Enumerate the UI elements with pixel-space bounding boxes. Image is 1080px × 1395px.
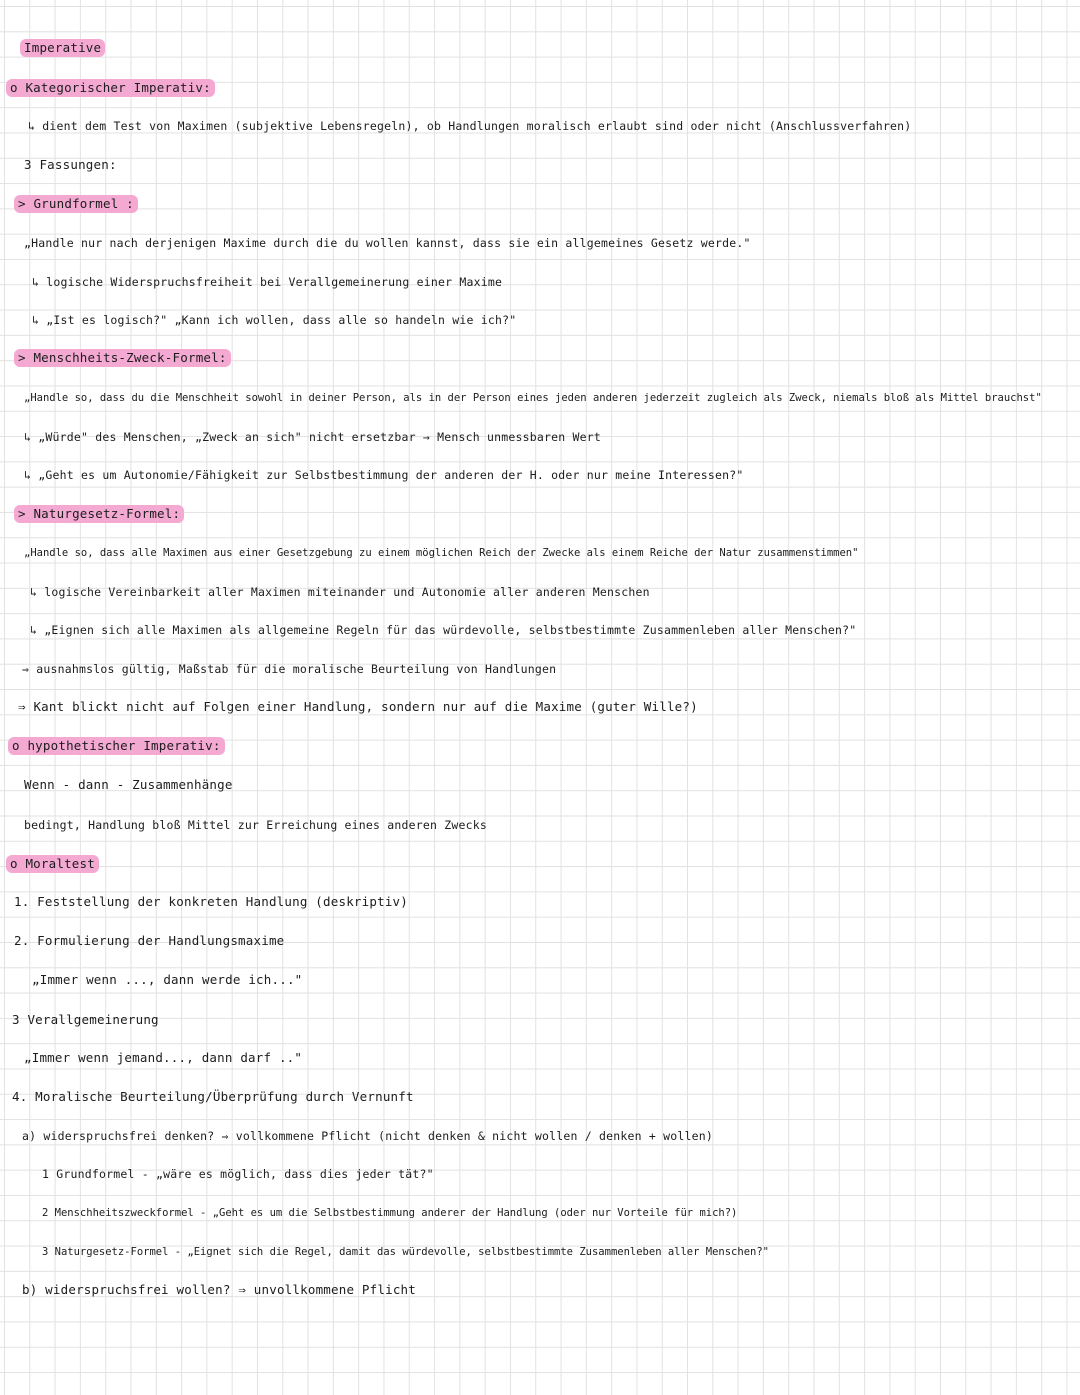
page-title: Imperative (20, 39, 105, 57)
moraltest-step-4a-2: 2 Menschheitszweckformel - „Geht es um die Selbstbestimmung anderer der Handlung (oder nur Vorteile für mich?) (42, 1207, 738, 1219)
moraltest-step-2: 2. Formulierung der Handlungsmaxime (14, 933, 285, 948)
hypothetical-line-2: bedingt, Handlung bloß Mittel zur Erreichung eines anderen Zwecks (24, 818, 488, 832)
grundformel-quote: „Handle nur nach derjenigen Maxime durch die du wollen kannst, dass sie ein allgemeines Gesetz werde." (24, 236, 751, 250)
categorical-imperative-heading: o Kategorischer Imperativ: (6, 79, 215, 97)
hypothetical-line-1: Wenn - dann - Zusammenhänge (24, 777, 233, 792)
naturgesetz-note-1: ↳ logische Vereinbarkeit aller Maximen miteinander und Autonomie aller anderen Menschen (30, 585, 650, 599)
moraltest-step-3-quote: „Immer wenn jemand..., dann darf .." (24, 1050, 303, 1065)
naturgesetz-note-2: ↳ „Eignen sich alle Maximen als allgemeine Regeln für das würdevolle, selbstbestimmte Zusammenleben aller Menschen?" (30, 623, 857, 637)
moraltest-step-4a-3: 3 Naturgesetz-Formel - „Eignet sich die Regel, damit das würdevolle, selbstbestimmte Zusammenleben aller Menschen?" (42, 1246, 769, 1258)
moraltest-heading: o Moraltest (6, 855, 99, 873)
naturgesetz-conclusion-2: ⇒ Kant blickt nicht auf Folgen einer Handlung, sondern nur auf die Maxime (guter Wille?) (18, 699, 698, 714)
menschheit-quote: „Handle so, dass du die Menschheit sowohl in deiner Person, als in der Person eines jeden anderen jederzeit zugleich als Zweck, niemals bloß als Mittel brauchst" (24, 392, 1042, 404)
hypothetical-imperative-heading: o hypothetischer Imperativ: (8, 737, 225, 755)
grundformel-heading: > Grundformel : (14, 195, 138, 213)
moraltest-step-2-quote: „Immer wenn ..., dann werde ich..." (32, 972, 303, 987)
naturgesetz-heading: > Naturgesetz-Formel: (14, 505, 184, 523)
menschheit-note-2: ↳ „Geht es um Autonomie/Fähigkeit zur Selbstbestimmung der anderen der H. oder nur meine Interessen?" (24, 468, 744, 482)
moraltest-step-4b: b) widerspruchsfrei wollen? ⇒ unvollkommene Pflicht (22, 1282, 417, 1297)
moraltest-step-3: 3 Verallgemeinerung (12, 1012, 159, 1027)
categorical-description: ↳ dient dem Test von Maximen (subjektive Lebensregeln), ob Handlungen moralisch erlaubt sind oder nicht (Anschlussverfahren) (28, 119, 912, 133)
moraltest-step-4a: a) widerspruchsfrei denken? ⇒ vollkommene Pflicht (nicht denken & nicht wollen / denken + wollen) (22, 1129, 713, 1143)
moraltest-step-4a-1: 1 Grundformel - „wäre es möglich, dass dies jeder tät?" (42, 1167, 434, 1181)
menschheit-heading: > Menschheits-Zweck-Formel: (14, 349, 231, 367)
moraltest-step-1: 1. Feststellung der konkreten Handlung (deskriptiv) (14, 894, 409, 909)
naturgesetz-quote: „Handle so, dass alle Maximen aus einer Gesetzgebung zu einem möglichen Reich der Zwecke als einem Reiche der Natur zusammenstimmen" (24, 547, 859, 559)
grundformel-note-1: ↳ logische Widerspruchsfreiheit bei Verallgemeinerung einer Maxime (32, 275, 503, 289)
menschheit-note-1: ↳ „Würde" des Menschen, „Zweck an sich" nicht ersetzbar → Mensch unmessbaren Wert (24, 430, 602, 444)
moraltest-step-4: 4. Moralische Beurteilung/Überprüfung durch Vernunft (12, 1089, 414, 1104)
naturgesetz-conclusion-1: ⇒ ausnahmslos gültig, Maßstab für die moralische Beurteilung von Handlungen (22, 662, 557, 676)
grundformel-note-2: ↳ „Ist es logisch?" „Kann ich wollen, dass alle so handeln wie ich?" (32, 313, 517, 327)
versions-label: 3 Fassungen: (24, 157, 117, 172)
